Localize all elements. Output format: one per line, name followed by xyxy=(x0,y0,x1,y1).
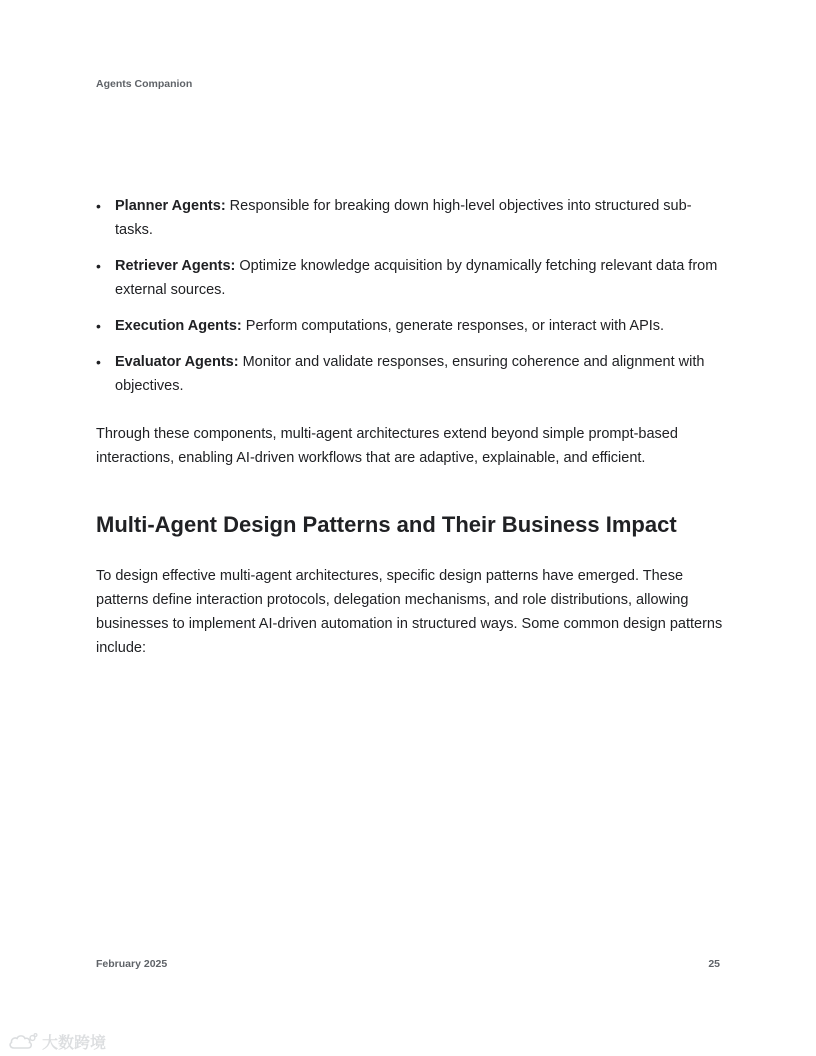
list-item-term: Execution Agents: xyxy=(115,318,242,334)
running-header: Agents Companion xyxy=(96,78,193,90)
list-item-text: Responsible for breaking down high-level objectives into structured sub-tasks. xyxy=(115,198,692,238)
section-heading: Multi-Agent Design Patterns and Their Business Impact xyxy=(96,512,677,537)
bullet-icon: • xyxy=(96,258,101,274)
bullet-icon: • xyxy=(96,318,101,334)
list-item-retriever-agents xyxy=(96,254,726,302)
body-paragraph-components: Through these components, multi-agent architectures extend beyond simple prompt-based interactions, enabling AI-driven workflows that are adaptive, explainable, and efficient. xyxy=(96,426,678,466)
body-paragraph-design-patterns: To design effective multi-agent architectures, specific design patterns have emerged. These patterns define interaction protocols, delegation mechanisms, and role distributions, allowing businesses to implement AI-driven automation in structured ways. Some common design patterns include: xyxy=(96,568,723,656)
bullet-icon: • xyxy=(96,354,101,370)
list-item-execution-agents xyxy=(96,314,726,338)
cloud-logo-icon xyxy=(8,1032,38,1052)
watermark xyxy=(8,1030,106,1053)
footer-date: February 2025 xyxy=(96,958,168,970)
bullet-icon: • xyxy=(96,198,101,214)
page-content xyxy=(96,194,726,660)
footer-page-number: 25 xyxy=(708,958,720,970)
list-item-text: Monitor and validate responses, ensuring coherence and alignment with objectives. xyxy=(115,354,705,394)
watermark-text: 大数跨境 xyxy=(42,1033,107,1052)
list-item-evaluator-agents xyxy=(96,350,726,398)
list-item-term: Evaluator Agents: xyxy=(115,354,239,370)
list-item-term: Planner Agents: xyxy=(115,198,226,214)
list-item-text: Perform computations, generate responses, or interact with APIs. xyxy=(241,318,665,334)
list-item-term: Retriever Agents: xyxy=(115,258,236,274)
list-item-planner-agents xyxy=(96,194,726,242)
agent-role-list xyxy=(96,194,726,398)
list-item-text: Optimize knowledge acquisition by dynamically fetching relevant data from external sources. xyxy=(115,258,718,298)
